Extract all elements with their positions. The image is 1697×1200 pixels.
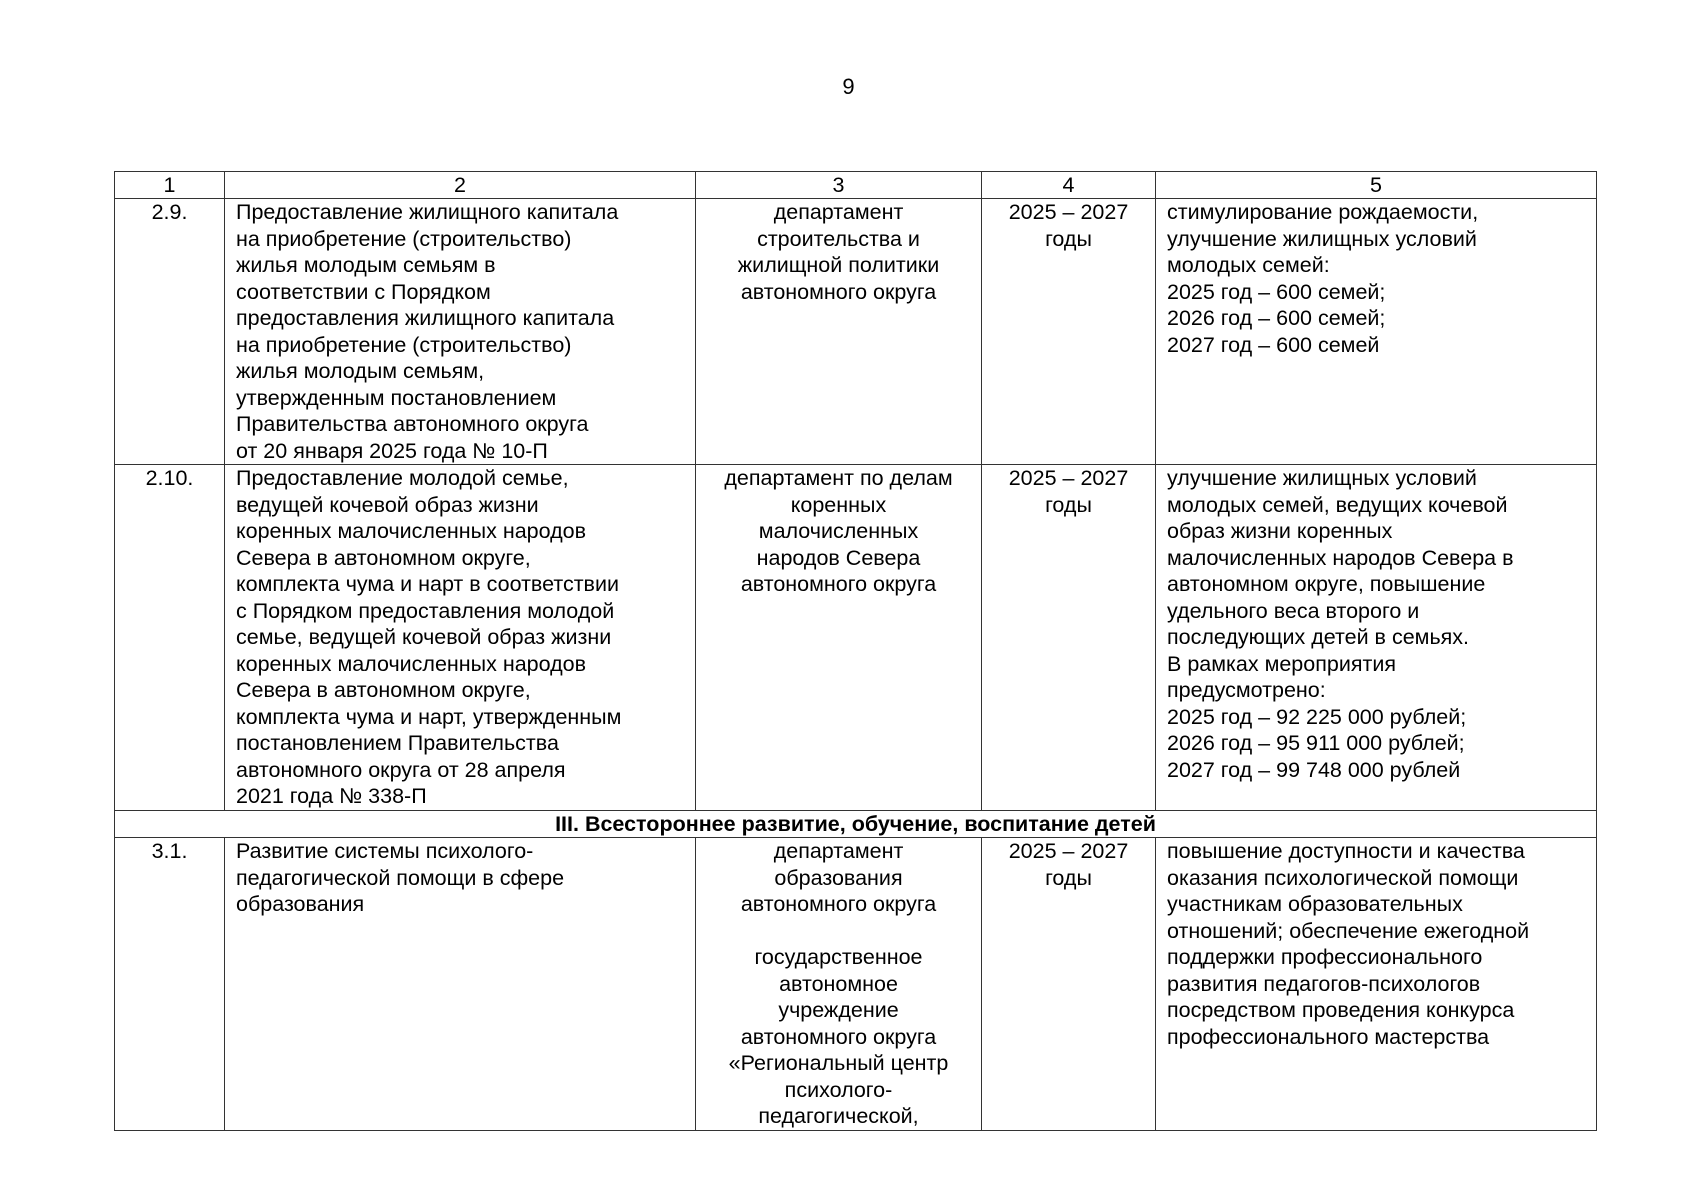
section-heading: III. Всестороннее развитие, обучение, воспитание детей (115, 810, 1597, 838)
executor-cell: департамент по делам коренных малочисленных народов Севера автономного округа (696, 465, 982, 811)
column-header-2: 2 (225, 172, 696, 199)
row-number: 2.10. (115, 465, 225, 811)
column-header-3: 3 (696, 172, 982, 199)
column-header-1: 1 (115, 172, 225, 199)
column-header-5: 5 (1156, 172, 1597, 199)
result-cell: улучшение жилищных условий молодых семей, ведущих кочевой образ жизни коренных малочисленных народов Севера в автономном округе, повышение удельного веса второго и последующих детей в семьях. В рамках мероприятия предусмотрено: 2025 год – 92 225 000 рублей; 2026 год – 95 911 000 рублей; 2027 год – 99 748 000 рублей (1156, 465, 1597, 811)
measures-table (114, 171, 1597, 1131)
table-row (115, 838, 1597, 1131)
row-number: 3.1. (115, 838, 225, 1131)
table-header-row (115, 172, 1597, 199)
period-cell: 2025 – 2027 годы (982, 838, 1156, 1131)
table-row (115, 199, 1597, 465)
column-header-4: 4 (982, 172, 1156, 199)
table-row (115, 465, 1597, 811)
activity-cell: Предоставление молодой семье, ведущей кочевой образ жизни коренных малочисленных народов Севера в автономном округе, комплекта чума и нарт в соответствии с Порядком предоставления молодой семье, ведущей кочевой образ жизни коренных малочисленных народов Севера в автономном округе, комплекта чума и нарт, утвержденным постановлением Правительства автономного округа от 28 апреля 2021 года № 338-П (225, 465, 696, 811)
executor-cell: департамент образования автономного округа государственное автономное учреждение автономного округа «Региональный центр психолого- педагогической, (696, 838, 982, 1131)
executor-cell: департамент строительства и жилищной политики автономного округа (696, 199, 982, 465)
activity-cell: Предоставление жилищного капитала на приобретение (строительство) жилья молодым семьям в соответствии с Порядком предоставления жилищного капитала на приобретение (строительство) жилья молодым семьям, утвержденным постановлением Правительства автономного округа от 20 января 2025 года № 10-П (225, 199, 696, 465)
activity-cell: Развитие системы психолого- педагогической помощи в сфере образования (225, 838, 696, 1131)
period-cell: 2025 – 2027 годы (982, 465, 1156, 811)
result-cell: повышение доступности и качества оказания психологической помощи участникам образовательных отношений; обеспечение ежегодной поддержки профессионального развития педагогов-психологов посредством проведения конкурса профессионального мастерства (1156, 838, 1597, 1131)
result-cell: стимулирование рождаемости, улучшение жилищных условий молодых семей: 2025 год – 600 семей; 2026 год – 600 семей; 2027 год – 600 семей (1156, 199, 1597, 465)
row-number: 2.9. (115, 199, 225, 465)
page-number: 9 (842, 74, 855, 99)
period-cell: 2025 – 2027 годы (982, 199, 1156, 465)
section-heading-row (115, 810, 1597, 838)
